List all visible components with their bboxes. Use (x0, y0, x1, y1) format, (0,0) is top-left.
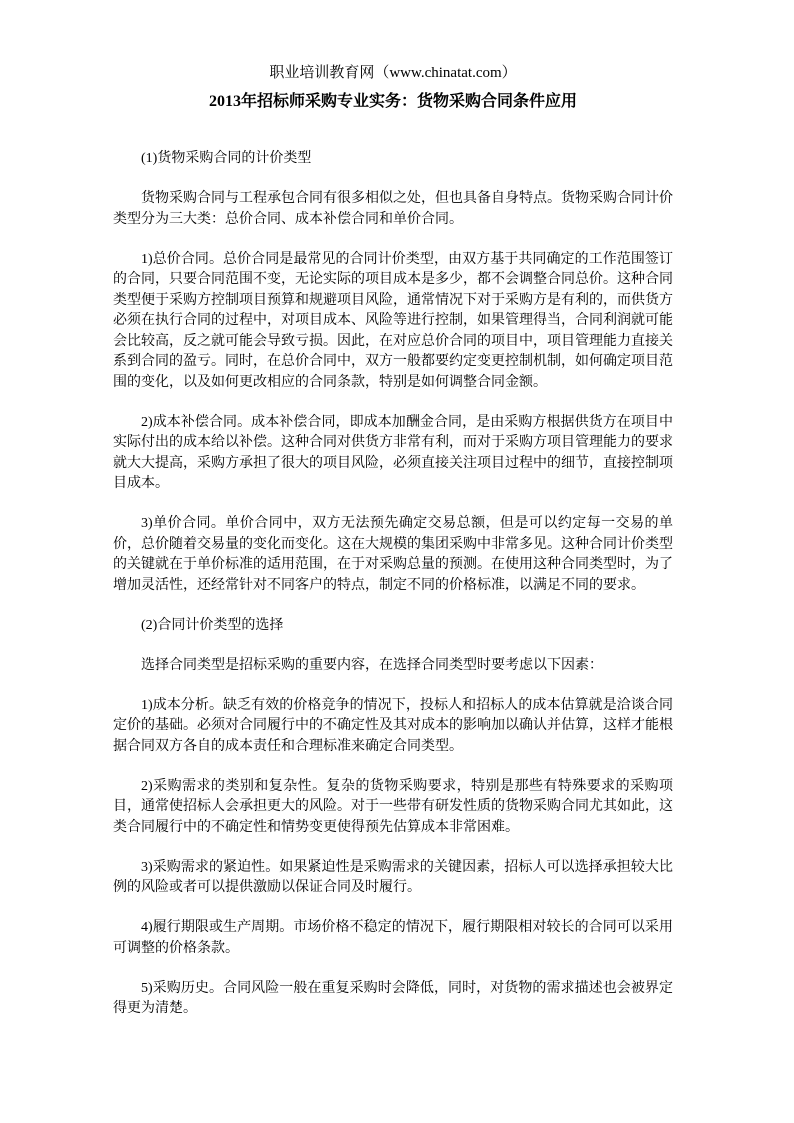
paragraph-factor-performance-period: 4)履行期限或生产周期。市场价格不稳定的情况下，履行期限相对较长的合同可以采用可调整的价格条款。 (113, 920, 673, 956)
paragraph-factor-procurement-history: 5)采购历史。合同风险一般在重复采购时会降低，同时，对货物的需求描述也会被界定得更为清楚。 (113, 980, 673, 1016)
paragraph-factor-urgency: 3)采购需求的紧迫性。如果紧迫性是采购需求的关键因素，招标人可以选择承担较大比例的风险或者可以提供激励以保证合同及时履行。 (113, 859, 673, 895)
paragraph-selection-intro: 选择合同类型是招标采购的重要内容，在选择合同类型时要考虑以下因素： (141, 657, 603, 673)
paragraph-factor-category-complexity: 2)采购需求的类别和复杂性。复杂的货物采购要求，特别是那些有特殊要求的采购项目，通常使招标人会承担更大的风险。对于一些带有研发性质的货物采购合同尤其如此，这类合同履行中的不确定性和情势变更使得预先估算成本非常困难。 (113, 778, 673, 835)
section-heading-pricing-types: (1)货物采购合同的计价类型 (141, 151, 312, 166)
paragraph-pricing-intro: 货物采购合同与工程承包合同有很多相似之处，但也具备自身特点。货物采购合同计价类型分为三大类：总价合同、成本补偿合同和单价合同。 (113, 191, 673, 227)
paragraph-factor-cost-analysis: 1)成本分析。缺乏有效的价格竞争的情况下，投标人和招标人的成本估算就是洽谈合同定价的基础。必须对合同履行中的不确定性及其对成本的影响加以确认并估算，这样才能根据合同双方各自的成本责任和合理标准来确定合同类型。 (113, 697, 673, 754)
section-heading-type-selection: (2)合同计价类型的选择 (141, 617, 284, 633)
paragraph-unit-price-contract: 3)单价合同。单价合同中，双方无法预先确定交易总额，但是可以约定每一交易的单价，总价随着交易量的变化而变化。这在大规模的集团采购中非常多见。这种合同计价类型的关键就在于单价标准的适用范围，在于对采购总量的预测。在使用这种合同类型时，为了增加灵活性，还经常针对不同客户的特点，制定不同的价格标准，以满足不同的要求。 (113, 516, 673, 593)
paragraph-lump-sum-contract: 1)总价合同。总价合同是最常见的合同计价类型，由双方基于共同确定的工作范围签订的合同，只要合同范围不变，无论实际的项目成本是多少，都不会调整合同总价。这种合同类型便于采购方控制项目预算和规避项目风险，通常情况下对于采购方是有利的，而供货方必须在执行合同的过程中，对项目成本、风险等进行控制，如果管理得当，合同利润就可能会比较高，反之就可能会导致亏损。因此，在对应总价合同的项目中，项目管理能力直接关系到合同的盈亏。同时，在总价合同中，双方一般都要约定变更控制机制，如何确定项目范围的变化，以及如何更改相应的合同条款，特别是如何调整合同金额。 (113, 251, 673, 390)
paragraph-cost-reimbursement-contract: 2)成本补偿合同。成本补偿合同，即成本加酬金合同，是由采购方根据供货方在项目中实际付出的成本给以补偿。这种合同对供货方非常有利，而对于采购方项目管理能力的要求就大大提高，采购方承担了很大的项目风险，必须直接关注项目过程中的细节，直接控制项目成本。 (113, 414, 673, 491)
site-header: 职业培训教育网（www.chinatat.com） (269, 65, 517, 81)
page-title: 2013年招标师采购专业实务：货物采购合同条件应用 (208, 93, 577, 110)
